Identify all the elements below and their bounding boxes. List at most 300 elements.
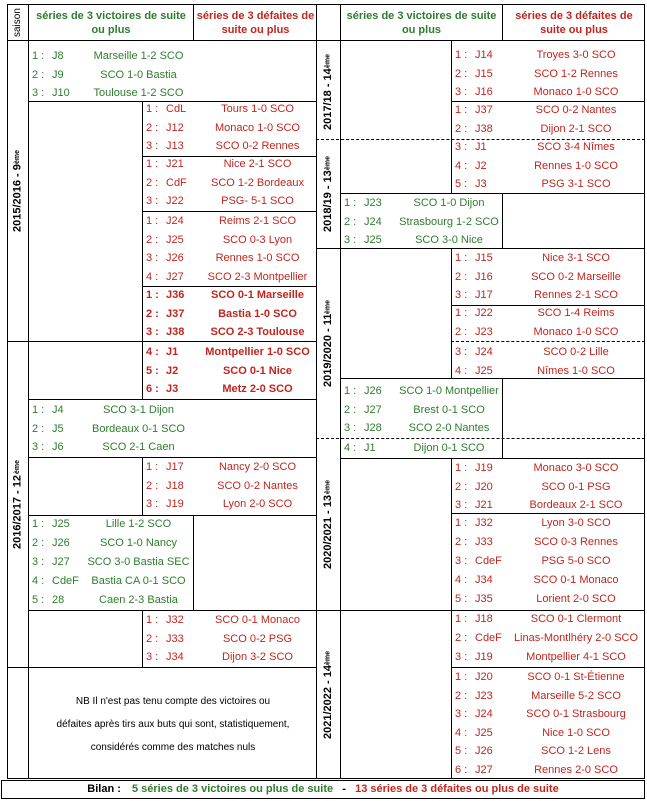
matchday: J24 bbox=[166, 215, 184, 227]
match-number: 1 : bbox=[32, 50, 45, 62]
matchday: J25 bbox=[166, 233, 184, 246]
matchday: J3 bbox=[475, 178, 487, 190]
matchday: J23 bbox=[475, 325, 493, 338]
match-number: 2 : bbox=[146, 479, 159, 492]
matchday: J16 bbox=[475, 270, 493, 283]
match-result: SCO 2-3 Montpellier bbox=[207, 270, 308, 283]
match-row bbox=[142, 477, 317, 495]
match-row bbox=[28, 534, 193, 552]
matchday: J24 bbox=[475, 708, 493, 720]
bilan-sep: - bbox=[336, 783, 353, 795]
match-number: 3 : bbox=[455, 346, 468, 358]
match-result: SCO 0-1 Marseille bbox=[211, 289, 304, 301]
matchday: J10 bbox=[52, 87, 70, 99]
matchday: J33 bbox=[166, 632, 184, 645]
matchday: J28 bbox=[364, 422, 382, 434]
match-result: Nîmes 1-0 SCO bbox=[537, 364, 615, 377]
match-row bbox=[142, 495, 317, 513]
match-number: 3 : bbox=[146, 140, 159, 152]
match-row bbox=[451, 687, 645, 705]
header-victoires-right: séries de 3 victoires de suite ou plus bbox=[346, 9, 497, 36]
match-number: 1 : bbox=[455, 49, 468, 61]
match-row bbox=[28, 515, 193, 533]
match-row bbox=[451, 362, 645, 380]
match-result: SCO 3-4 Nîmes bbox=[537, 141, 615, 153]
match-number: 1 : bbox=[455, 517, 468, 529]
match-row bbox=[451, 249, 645, 267]
match-row bbox=[142, 212, 317, 230]
match-result: SCO 2-0 Nantes bbox=[408, 422, 490, 434]
match-row bbox=[142, 192, 317, 210]
match-result: Caen 2-3 Bastia bbox=[99, 594, 178, 606]
matchday: J14 bbox=[475, 49, 493, 61]
matchday: J25 bbox=[364, 234, 382, 246]
match-result: Monaco 1-0 SCO bbox=[533, 86, 619, 98]
match-result: Marseille 1-2 SCO bbox=[93, 50, 184, 62]
match-number: 2 : bbox=[32, 68, 45, 81]
match-number: 4 : bbox=[455, 364, 468, 377]
match-row bbox=[28, 66, 193, 84]
match-result: SCO 0-2 Marseille bbox=[531, 270, 621, 283]
match-result: SCO 0-2 Nantes bbox=[217, 479, 298, 492]
match-number: 1 : bbox=[32, 518, 45, 530]
matchday: J12 bbox=[166, 121, 184, 134]
match-number: 1 : bbox=[455, 613, 468, 625]
match-number: 3 : bbox=[344, 234, 357, 246]
match-result: SCO 0-1 Monaco bbox=[533, 574, 619, 586]
matchday: J8 bbox=[52, 50, 64, 62]
match-result: Nice 3-1 SCO bbox=[542, 252, 610, 264]
match-row bbox=[340, 439, 502, 457]
matchday: J21 bbox=[475, 499, 493, 511]
match-result: Rennes 2-1 SCO bbox=[534, 289, 618, 301]
match-row bbox=[340, 419, 502, 437]
match-row bbox=[451, 175, 645, 193]
match-result: Monaco 1-0 SCO bbox=[215, 121, 300, 134]
match-row bbox=[28, 572, 193, 590]
right-panel bbox=[316, 0, 639, 779]
match-row bbox=[340, 194, 502, 212]
season-label-2021-2022: 2021/2022 - 14 ème bbox=[322, 650, 334, 740]
match-result: SCO 1-0 Nancy bbox=[99, 537, 178, 549]
matchday: J15 bbox=[475, 67, 493, 80]
match-row bbox=[451, 343, 645, 361]
match-row bbox=[142, 174, 317, 192]
match-row bbox=[142, 249, 317, 267]
match-result: SCO 0-1 PSG bbox=[541, 480, 611, 493]
matchday: CdL bbox=[166, 103, 187, 115]
match-result: SCO 1-0 Bastia bbox=[100, 68, 177, 81]
match-row bbox=[142, 100, 317, 118]
matchday: J20 bbox=[475, 480, 493, 493]
match-number: 3 : bbox=[146, 326, 159, 338]
matchday: J1 bbox=[364, 442, 376, 454]
season-label-2015-2016: 2015/2016 - 9 ème bbox=[11, 150, 24, 232]
match-row bbox=[451, 478, 645, 496]
matchday: J4 bbox=[52, 404, 64, 416]
matchday: J36 bbox=[166, 289, 185, 301]
match-number: 3 : bbox=[455, 289, 468, 301]
match-result: Nice 2-1 SCO bbox=[223, 158, 292, 170]
match-number: 2 : bbox=[146, 176, 159, 189]
match-result: Toulouse 1-2 SCO bbox=[93, 87, 184, 99]
matchday: J35 bbox=[475, 593, 493, 605]
match-number: 3 : bbox=[455, 141, 468, 153]
match-row bbox=[142, 380, 317, 398]
matchday: J9 bbox=[52, 68, 64, 81]
match-number: 2 : bbox=[455, 67, 468, 80]
match-number: 3 : bbox=[146, 252, 159, 264]
match-number: 6 : bbox=[146, 383, 159, 395]
match-result: Rennes 2-0 SCO bbox=[534, 763, 618, 776]
matchday: J34 bbox=[166, 651, 184, 663]
match-number: 1 : bbox=[455, 104, 468, 116]
match-row bbox=[451, 46, 645, 64]
match-row bbox=[451, 590, 645, 608]
match-number: 1 : bbox=[344, 197, 357, 209]
match-row bbox=[451, 459, 645, 477]
match-number: 3 : bbox=[32, 556, 45, 568]
match-row bbox=[142, 268, 317, 286]
match-number: 3 : bbox=[344, 422, 357, 434]
match-number: 6 : bbox=[455, 763, 468, 776]
match-result: Montpellier 4-1 SCO bbox=[526, 651, 626, 663]
match-row bbox=[142, 362, 317, 380]
match-number: 3 : bbox=[146, 195, 159, 207]
match-number: 1 : bbox=[455, 462, 468, 474]
matchday: J24 bbox=[475, 346, 493, 358]
match-number: 4 : bbox=[455, 574, 468, 586]
match-result: Rennes 1-0 SCO bbox=[215, 252, 300, 264]
match-result: SCO 0-3 Lyon bbox=[222, 233, 293, 246]
match-result: Nancy 2-0 SCO bbox=[218, 461, 297, 473]
matchday: J34 bbox=[475, 574, 493, 586]
bilan-label: Bilan : bbox=[87, 783, 121, 795]
matchday: J22 bbox=[166, 195, 184, 207]
matchday: J1 bbox=[166, 346, 179, 358]
match-number: 5 : bbox=[455, 178, 468, 190]
match-row bbox=[28, 553, 193, 571]
match-row bbox=[451, 533, 645, 551]
header-victoires: séries de 3 victoires de suite ou plus bbox=[36, 9, 186, 36]
match-number: 3 : bbox=[455, 651, 468, 663]
bilan-wins: 5 séries de 3 victoires ou plus de suite bbox=[131, 783, 334, 795]
header-defaites: séries de 3 défaites de suite ou plus bbox=[196, 9, 315, 36]
match-row bbox=[142, 648, 317, 666]
matchday: CdF bbox=[166, 176, 187, 189]
match-number: 5 : bbox=[32, 594, 45, 606]
match-number: 2 : bbox=[455, 122, 468, 135]
match-number: 3 : bbox=[32, 441, 45, 453]
match-number: 1 : bbox=[146, 158, 159, 170]
match-number: 1 : bbox=[146, 614, 159, 626]
matchday: 28 bbox=[52, 594, 65, 606]
left-panel bbox=[0, 0, 317, 779]
matchday: J3 bbox=[166, 383, 179, 395]
match-row bbox=[451, 101, 645, 119]
match-number: 2 : bbox=[344, 403, 357, 416]
match-result: SCO 0-1 Clermont bbox=[530, 613, 622, 625]
match-row bbox=[451, 761, 645, 779]
match-row bbox=[142, 611, 317, 629]
matchday: J22 bbox=[475, 307, 493, 319]
matchday: J37 bbox=[166, 307, 185, 320]
match-number: 2 : bbox=[32, 422, 45, 435]
matchday: J2 bbox=[475, 159, 487, 172]
matchday: J26 bbox=[166, 252, 184, 264]
match-result: SCO 0-2 PSG bbox=[222, 632, 293, 645]
match-row bbox=[451, 286, 645, 304]
match-row bbox=[142, 231, 317, 249]
match-result: Bastia CA 0-1 SCO bbox=[91, 575, 186, 587]
match-result: Strasbourg 1-2 SCO bbox=[399, 215, 499, 228]
match-number: 1 : bbox=[146, 215, 159, 227]
match-result: SCO 1-0 Dijon bbox=[413, 197, 485, 209]
match-result: Marseille 5-2 SCO bbox=[531, 689, 621, 702]
matchday: J38 bbox=[475, 122, 493, 135]
match-row bbox=[142, 286, 317, 304]
matchday: J23 bbox=[364, 197, 382, 209]
match-row bbox=[142, 305, 317, 323]
match-number: 5 : bbox=[146, 364, 159, 377]
match-result: Metz 2-0 SCO bbox=[222, 383, 293, 395]
match-number: 3 : bbox=[455, 499, 468, 511]
match-row bbox=[451, 571, 645, 589]
match-row bbox=[142, 323, 317, 341]
matchday: J26 bbox=[475, 745, 493, 757]
matchday: J27 bbox=[52, 556, 70, 568]
matchday: J16 bbox=[475, 86, 493, 98]
matchday: CdeF bbox=[475, 555, 502, 567]
match-result: SCO 2-3 Toulouse bbox=[210, 326, 305, 338]
header-saison: saison bbox=[12, 8, 23, 37]
matchday: J32 bbox=[475, 517, 493, 529]
match-result: SCO 0-3 Rennes bbox=[534, 536, 618, 548]
match-row bbox=[451, 268, 645, 286]
match-result: Lyon 2-0 SCO bbox=[222, 498, 293, 510]
match-number: 4 : bbox=[146, 270, 159, 283]
match-row bbox=[28, 591, 193, 609]
match-row bbox=[142, 458, 317, 476]
match-result: Dijon 3-2 SCO bbox=[222, 651, 293, 663]
match-row bbox=[451, 65, 645, 83]
match-number: 2 : bbox=[455, 536, 468, 548]
match-result: Lille 1-2 SCO bbox=[105, 518, 172, 530]
match-row bbox=[142, 137, 317, 155]
match-number: 2 : bbox=[146, 307, 159, 320]
match-row bbox=[451, 496, 645, 514]
match-number: 2 : bbox=[455, 480, 468, 493]
match-result: Bastia 1-0 SCO bbox=[218, 307, 297, 320]
match-row bbox=[451, 648, 645, 666]
matchday: J24 bbox=[364, 215, 382, 228]
matchday: J15 bbox=[475, 252, 493, 264]
match-row bbox=[28, 401, 193, 419]
match-number: 2 : bbox=[32, 537, 45, 549]
match-result: SCO 3-0 Bastia SEC bbox=[87, 556, 190, 568]
match-row bbox=[451, 304, 645, 322]
matchday: J18 bbox=[475, 613, 493, 625]
match-result: SCO 1-4 Reims bbox=[537, 307, 615, 319]
match-row bbox=[340, 382, 502, 400]
match-number: 5 : bbox=[455, 593, 468, 605]
match-result: PSG 5-0 SCO bbox=[541, 555, 611, 567]
match-result: Lorient 2-0 SCO bbox=[536, 593, 616, 605]
match-result: SCO 0-2 Rennes bbox=[215, 140, 300, 152]
match-row bbox=[451, 705, 645, 723]
bilan-summary bbox=[1, 780, 645, 799]
match-row bbox=[28, 47, 193, 65]
matchday: J25 bbox=[52, 518, 70, 530]
header-defaites-right: séries de 3 défaites de suite ou plus bbox=[515, 9, 633, 36]
match-result: Lyon 3-0 SCO bbox=[541, 517, 611, 529]
match-number: 4 : bbox=[455, 726, 468, 739]
match-result: Reims 2-1 SCO bbox=[218, 215, 297, 227]
match-row bbox=[451, 668, 645, 686]
match-result: SCO 0-1 Monaco bbox=[215, 614, 300, 626]
match-row bbox=[142, 155, 317, 173]
match-result: SCO 1-2 Rennes bbox=[534, 67, 618, 80]
match-row bbox=[28, 438, 193, 456]
matchday: J17 bbox=[475, 289, 493, 301]
match-result: Linas-Montlhéry 2-0 SCO bbox=[513, 632, 639, 644]
match-number: 2 : bbox=[146, 632, 159, 645]
match-result: Rennes 1-0 SCO bbox=[534, 159, 618, 172]
match-row bbox=[451, 157, 645, 175]
matchday: J5 bbox=[52, 422, 64, 435]
season-label-2020-2021: 2020/2021 - 13 ème bbox=[322, 480, 334, 569]
match-number: 4 : bbox=[455, 159, 468, 172]
match-row bbox=[340, 231, 502, 249]
matchday: J32 bbox=[166, 614, 184, 626]
match-result: SCO 1-2 Bordeaux bbox=[211, 176, 304, 189]
match-number: 1 : bbox=[344, 385, 357, 397]
match-result: PSG 3-1 SCO bbox=[541, 178, 611, 190]
match-result: Bordeaux 2-1 SCO bbox=[529, 499, 623, 511]
match-number: 1 : bbox=[146, 461, 159, 473]
match-result: SCO 0-2 Nantes bbox=[535, 104, 617, 116]
matchday: J37 bbox=[475, 104, 493, 116]
match-row bbox=[142, 630, 317, 648]
match-number: 4 : bbox=[32, 575, 45, 587]
matchday: J19 bbox=[166, 498, 184, 510]
match-result: PSG- 5-1 SCO bbox=[221, 195, 294, 207]
season-label-2019-2020: 2019/2020 - 11 ème bbox=[322, 299, 334, 388]
match-row bbox=[451, 552, 645, 570]
nb-note: NB Il n'est pas tenu compte des victoires ou défaites après tirs aux buts qui sont, statistiquement, considérés comme des matches nuls bbox=[56, 696, 290, 753]
match-number: 3 : bbox=[146, 498, 159, 510]
match-row bbox=[451, 83, 645, 101]
match-number: 1 : bbox=[455, 252, 468, 264]
matchday: J26 bbox=[52, 537, 70, 549]
match-result: Monaco 1-0 SCO bbox=[533, 325, 619, 338]
match-number: 3 : bbox=[146, 651, 159, 663]
match-result: SCO 2-1 Caen bbox=[102, 441, 175, 453]
matchday: J25 bbox=[475, 726, 493, 739]
match-result: Bordeaux 0-1 SCO bbox=[92, 422, 185, 435]
matchday: J23 bbox=[475, 689, 493, 702]
matchday: J19 bbox=[475, 651, 493, 663]
matchday: J27 bbox=[475, 763, 493, 776]
matchday: J33 bbox=[475, 536, 493, 548]
bilan-losses: 13 séries de 3 défaites ou plus de suite bbox=[355, 783, 559, 795]
match-result: SCO 1-0 Montpellier bbox=[399, 385, 499, 397]
match-number: 1 : bbox=[146, 289, 159, 301]
match-number: 2 : bbox=[455, 632, 468, 644]
match-number: 2 : bbox=[146, 233, 159, 246]
match-result: SCO 1-2 Lens bbox=[541, 745, 611, 757]
matchday: J25 bbox=[475, 364, 493, 377]
matchday: J26 bbox=[364, 385, 382, 397]
matchday: J19 bbox=[475, 462, 493, 474]
season-label-2016-2017: 2016/2017 - 12 ème bbox=[11, 460, 24, 549]
matchday: J27 bbox=[364, 403, 382, 416]
match-row bbox=[451, 724, 645, 742]
match-number: 1 : bbox=[455, 307, 468, 319]
match-result: Monaco 3-0 SCO bbox=[533, 462, 619, 474]
match-number: 4 : bbox=[344, 442, 357, 454]
matchday: CdeF bbox=[475, 632, 502, 644]
match-result: SCO 3-1 Dijon bbox=[103, 404, 174, 416]
match-row bbox=[451, 120, 645, 138]
match-result: SCO 0-1 St-Étienne bbox=[527, 671, 625, 683]
season-label-2018-19: 2018/19 - 13 ème bbox=[322, 156, 334, 232]
season-label-2017-18: 2017/18 - 14 ème bbox=[322, 54, 334, 130]
match-number: 3 : bbox=[455, 555, 468, 567]
matchday: J20 bbox=[475, 671, 493, 683]
match-row bbox=[451, 610, 645, 628]
match-result: SCO 0-1 Nice bbox=[222, 364, 293, 377]
match-number: 2 : bbox=[344, 215, 357, 228]
match-row bbox=[451, 629, 645, 647]
match-row bbox=[142, 343, 317, 361]
match-result: Troyes 3-0 SCO bbox=[536, 49, 616, 61]
match-number: 3 : bbox=[455, 708, 468, 720]
matchday: J27 bbox=[166, 270, 184, 283]
match-number: 4 : bbox=[146, 346, 159, 358]
match-result: SCO 3-0 Nice bbox=[415, 234, 483, 246]
matchday: J18 bbox=[166, 479, 184, 492]
matchday: J1 bbox=[475, 141, 487, 153]
matchday: CdeF bbox=[52, 575, 79, 587]
match-row bbox=[451, 138, 645, 156]
match-number: 5 : bbox=[455, 745, 468, 757]
match-number: 2 : bbox=[455, 325, 468, 338]
match-result: Nice 1-0 SCO bbox=[542, 726, 610, 739]
matchday: J13 bbox=[166, 140, 184, 152]
match-row bbox=[28, 420, 193, 438]
match-result: Tours 1-0 SCO bbox=[221, 103, 294, 115]
match-number: 3 : bbox=[455, 86, 468, 98]
match-number: 3 : bbox=[32, 87, 45, 99]
match-result: Brest 0-1 SCO bbox=[413, 403, 485, 416]
match-row bbox=[451, 323, 645, 341]
match-result: SCO 0-1 Strasbourg bbox=[526, 708, 626, 720]
match-result: Dijon 2-1 SCO bbox=[540, 122, 612, 135]
matchday: J38 bbox=[166, 326, 185, 338]
match-number: 2 : bbox=[455, 689, 468, 702]
match-result: SCO 0-2 Lille bbox=[543, 346, 609, 358]
match-row bbox=[451, 742, 645, 760]
match-number: 2 : bbox=[146, 121, 159, 134]
matchday: J21 bbox=[166, 158, 184, 170]
matchday: J2 bbox=[166, 364, 179, 377]
match-row bbox=[340, 213, 502, 231]
match-row bbox=[142, 119, 317, 137]
match-row bbox=[340, 401, 502, 419]
match-number: 1 : bbox=[455, 671, 468, 683]
match-number: 2 : bbox=[455, 270, 468, 283]
